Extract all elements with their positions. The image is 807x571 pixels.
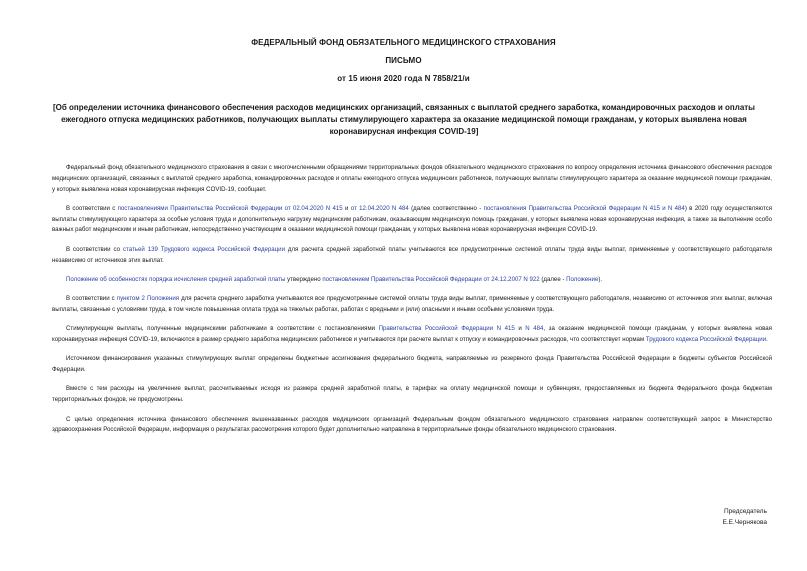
paragraph-9: С целью определения источника финансового обеспечения вышеназванных расходов медицинских организаций Федеральным фондом обязательного медицинского страхования направлен соответствующий запрос в Министерство здравоохранения Российской Федерации, информация о результатах рассмотрения которого будет дополнительно направлена в территориальные фонды обязательного медицинского страхования. bbox=[52, 415, 772, 434]
paragraph-text: В соответствии с bbox=[66, 295, 117, 303]
paragraph-2 bbox=[52, 204, 772, 236]
signature-block bbox=[723, 506, 767, 528]
link-labor-code[interactable]: Трудового кодекса Российской Федерации bbox=[645, 336, 767, 344]
paragraph-5 bbox=[52, 294, 772, 316]
paragraph-text: , за оказание медицинской помощи гражданам, у которых выявлена новая коронавирусная инфекция COVID-19, включаются в размер среднего заработка медицинских работников и учитываются при расчете выплат к отпуску и командировочных расходов, что соответствует нормам bbox=[52, 325, 772, 344]
link-resolutions-415-484[interactable]: постановления Правительства Российской Федерации N 415 и N 484 bbox=[483, 204, 685, 212]
paragraph-6 bbox=[52, 324, 772, 346]
paragraph-text: и bbox=[342, 204, 351, 212]
signatory-name: Е.Е.Чернякова bbox=[722, 519, 767, 526]
paragraph-text: (далее - bbox=[539, 275, 567, 283]
document-title: [Об определении источника финансового обеспечения расходов медицинских организаций, связанных с выплатой среднего заработка, командировочных расходов и оплаты ежегодного отпуска медицинских работников, получающих выплаты стимулирующего характера за оказание медицинской помощи гражданам, у которых выявлена новая коронавирусная инфекция COVID-19] bbox=[52, 103, 756, 136]
link-resolution-415[interactable]: постановлениями Правительства Российской Федерации от 02.04.2020 N 415 bbox=[117, 204, 343, 212]
link-resolution-922[interactable]: постановлением Правительства Российской Федерации от 24.12.2007 N 922 bbox=[322, 275, 540, 283]
paragraph-text: для расчета среднего заработка учитываются все предусмотренные системой оплаты труда виды выплат, применяемые у соответствующего работодателя, независимо от источников этих выплат, включая выплаты, связанные с условиями труда, в том числе повышенная оплата труда на тяжелых работах, работах с вредными и (или) опасными и иными особыми условиями труда. bbox=[52, 295, 772, 313]
link-government-resolution-415[interactable]: Правительства Российской Федерации N 415 bbox=[378, 325, 515, 333]
link-average-salary-regulation[interactable]: Положение об особенностях порядка исчисления средней заработной платы bbox=[66, 275, 286, 283]
link-regulation[interactable]: Положение bbox=[566, 275, 599, 283]
paragraph-text: В соответствии со bbox=[66, 245, 123, 253]
paragraph-text: утверждено bbox=[285, 275, 323, 283]
document-body bbox=[52, 163, 772, 445]
paragraph-8: Вместе с тем расходы на увеличение выплат, рассчитываемых исходя из размера средней заработной платы, в тарифах на оплату медицинской помощи и субвенциях, предоставляемых из бюджета Федерального фонда бюджетам территориальных фондов, не предусмотрены. bbox=[52, 385, 772, 404]
signatory-role: Председатель bbox=[723, 508, 767, 515]
issuer-heading: ФЕДЕРАЛЬНЫЙ ФОНД ОБЯЗАТЕЛЬНОГО МЕДИЦИНСКОГО СТРАХОВАНИЯ bbox=[251, 38, 556, 47]
paragraph-text: ). bbox=[598, 275, 603, 283]
paragraph-text: Стимулирующие выплаты, полученные медицинскими работниками в соответствии с постановлениями bbox=[66, 325, 379, 333]
paragraph-text: (далее соответственно - bbox=[408, 204, 484, 212]
paragraph-1: Федеральный фонд обязательного медицинского страхования в связи с многочисленными обращениями территориальных фондов обязательного медицинского страхования по вопросу определения источника финансового обеспечения расходов медицинских организаций, связанных с выплатой среднего заработка, командировочных расходов и оплаты ежегодного отпуска медицинских работников, получающих выплаты стимулирующего характера за оказание медицинской помощи гражданам, у которых выявлена новая коронавирусная инфекция COVID-19, сообщает. bbox=[52, 164, 772, 193]
paragraph-text: для расчета средней заработной платы учитываются все предусмотренные системой оплаты труда виды выплат, применяемые у соответствующего работодателя независимо от источников этих выплат. bbox=[52, 245, 772, 264]
paragraph-text: . bbox=[766, 336, 768, 344]
document-type: ПИСЬМО bbox=[385, 56, 422, 65]
link-resolution-484-short[interactable]: N 484 bbox=[525, 325, 544, 333]
paragraph-3 bbox=[52, 245, 772, 267]
paragraph-4 bbox=[52, 275, 772, 286]
paragraph-text: ) в 2020 году осуществляются выплаты стимулирующего характера за особые условия труда и дополнительную нагрузку медицинским работникам, оказывающим медицинскую помощь гражданам, у которых выявлена новая коронавирусная инфекция, а также за выполнение особо важных работ медицинским и иным работникам, непосредственно участвующим в оказании медицинской помощи гражданам, у которых выявлена новая коронавирусная инфекция COVID-19. bbox=[52, 204, 772, 234]
document-date: от 15 июня 2020 года N 7858/21/и bbox=[337, 74, 470, 83]
paragraph-7: Источником финансирования указанных стимулирующих выплат определены бюджетные ассигнования федерального бюджета, направляемые из резервного фонда Правительства Российской Федерации в бюджеты субъектов Российской Федерации. bbox=[52, 355, 772, 374]
paragraph-text: и bbox=[514, 325, 526, 333]
link-regulation-point-2[interactable]: пунктом 2 Положения bbox=[116, 295, 180, 303]
link-resolution-484[interactable]: от 12.04.2020 N 484 bbox=[350, 204, 409, 212]
paragraph-text: В соответствии с bbox=[66, 204, 118, 212]
link-labor-code-article-139[interactable]: статьей 139 Трудового кодекса Российской Федерации bbox=[122, 245, 285, 253]
